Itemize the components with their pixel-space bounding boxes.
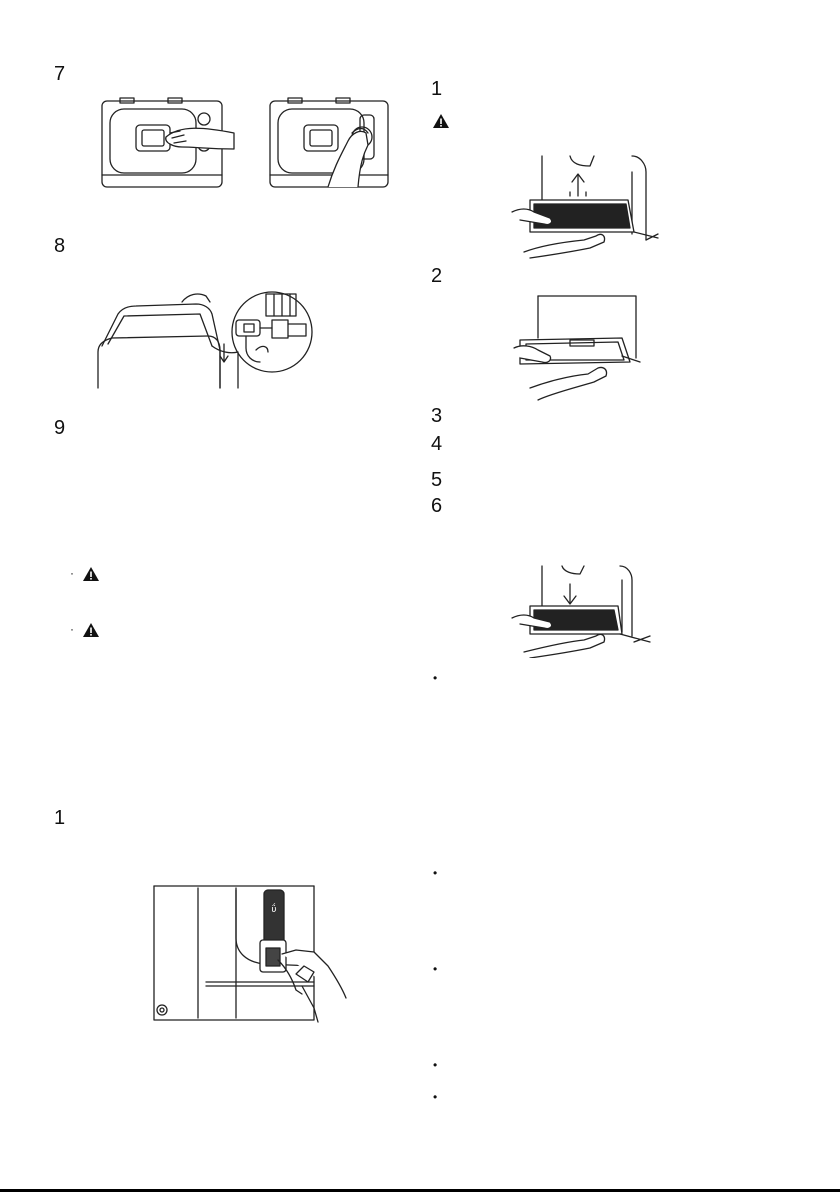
bullet-marker: • xyxy=(433,866,438,880)
warning-triangle-icon xyxy=(82,566,100,582)
drip-tray-insert-illustration xyxy=(510,562,654,658)
step-number-4: 4 xyxy=(431,433,443,455)
open-unit-right xyxy=(270,98,388,187)
bullet-marker: • xyxy=(433,962,438,976)
step-7-illustration xyxy=(100,97,390,189)
closing-lid-unit xyxy=(98,294,238,388)
drip-tray-pull-illustration xyxy=(510,292,646,402)
svg-text:ΰ: ΰ xyxy=(271,905,277,915)
step-number-2: 2 xyxy=(431,265,443,287)
warning-triangle-icon xyxy=(82,622,100,638)
step-number-8: 8 xyxy=(54,235,66,257)
open-unit-left xyxy=(102,98,234,187)
drip-tray-lift-illustration xyxy=(510,152,660,260)
bullet-marker: • xyxy=(433,1058,438,1072)
step-number-1-right: 1 xyxy=(431,78,443,100)
step-number-1-left: 1 xyxy=(54,807,66,829)
step-number-5: 5 xyxy=(431,469,443,491)
step-number-6: 6 xyxy=(431,495,443,517)
step-number-3: 3 xyxy=(431,405,443,427)
bullet-marker: • xyxy=(433,1090,438,1104)
detail-inset xyxy=(232,292,312,372)
warning-triangle-icon xyxy=(432,113,450,129)
bullet-marker: • xyxy=(433,671,438,685)
bullet-marker: · xyxy=(70,566,74,580)
step-8-illustration xyxy=(96,284,314,390)
bullet-marker: · xyxy=(70,622,74,636)
step-number-9: 9 xyxy=(54,417,66,439)
dispenser-cable-illustration xyxy=(146,882,352,1028)
step-number-7: 7 xyxy=(54,63,66,85)
